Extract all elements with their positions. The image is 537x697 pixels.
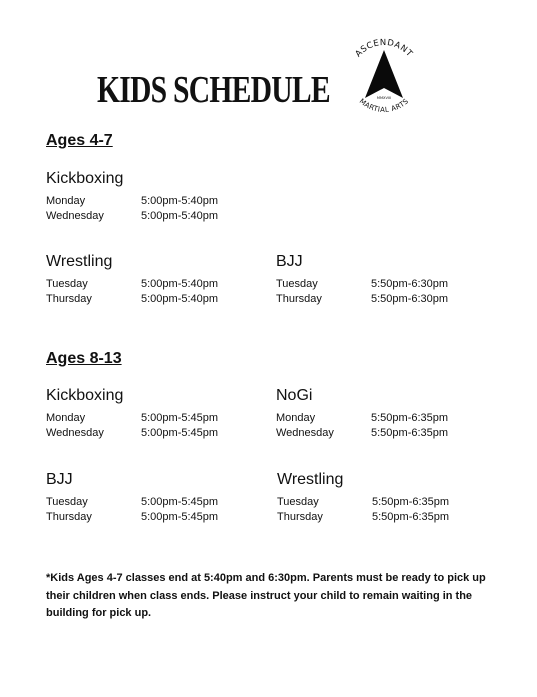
class-name: BJJ [46, 471, 73, 488]
day-label: Monday [276, 412, 316, 424]
day-label: Thursday [277, 511, 323, 523]
time-label: 5:00pm-5:45pm [141, 511, 219, 523]
schedule-row [46, 510, 276, 525]
time-label: 5:00pm-5:40pm [141, 210, 219, 222]
class-block-wrestling-8-13 [277, 470, 507, 525]
time-label: 5:50pm-6:35pm [371, 412, 449, 424]
day-label: Tuesday [46, 496, 88, 508]
schedule-row [46, 426, 276, 441]
class-name: Wrestling [46, 253, 113, 270]
class-name: BJJ [276, 253, 303, 270]
logo-est: EST. [380, 91, 388, 96]
time-label: 5:00pm-5:40pm [141, 195, 219, 207]
logo-year: MMXVIII [376, 96, 392, 100]
time-label: 5:00pm-5:45pm [141, 412, 219, 424]
class-block-wrestling-4-7 [46, 252, 276, 307]
day-label: Tuesday [46, 278, 88, 290]
section-heading-ages-8-13: Ages 8-13 [46, 350, 122, 367]
page-title: KIDS SCHEDULE [97, 69, 330, 111]
schedule-row [276, 277, 506, 292]
time-label: 5:00pm-5:40pm [141, 293, 219, 305]
day-label: Tuesday [277, 496, 319, 508]
logo-top-text: ASCENDANT [353, 37, 415, 60]
class-block-nogi-8-13 [276, 386, 506, 441]
day-label: Tuesday [276, 278, 318, 290]
schedule-row [46, 495, 276, 510]
day-label: Thursday [276, 293, 322, 305]
day-label: Monday [46, 195, 86, 207]
class-block-bjj-4-7 [276, 252, 506, 307]
time-label: 5:50pm-6:35pm [371, 427, 449, 439]
schedule-row [46, 209, 276, 224]
schedule-row [276, 426, 506, 441]
pickup-note: *Kids Ages 4-7 classes end at 5:40pm and 6:30pm. Parents must be ready to pick up their children when class ends. Please instruct your child to remain waiting in the building for pick up. [46, 572, 486, 619]
day-label: Wednesday [46, 210, 104, 222]
time-label: 5:50pm-6:30pm [371, 278, 449, 290]
day-label: Thursday [46, 293, 92, 305]
section-heading-ages-4-7: Ages 4-7 [46, 132, 113, 149]
logo-graphic [343, 36, 425, 118]
time-label: 5:00pm-5:40pm [141, 278, 219, 290]
schedule-row [276, 411, 506, 426]
schedule-row [46, 194, 276, 209]
class-block-kickboxing-8-13 [46, 386, 276, 441]
logo-bottom-text: MARTIAL ARTS [357, 97, 411, 115]
ascendant-logo [343, 36, 425, 118]
day-label: Thursday [46, 511, 92, 523]
time-label: 5:50pm-6:30pm [371, 293, 449, 305]
day-label: Wednesday [276, 427, 334, 439]
class-block-bjj-8-13 [46, 470, 276, 525]
class-name: Kickboxing [46, 387, 124, 404]
schedule-row [277, 510, 507, 525]
time-label: 5:00pm-5:45pm [141, 496, 219, 508]
schedule-row [46, 411, 276, 426]
time-label: 5:50pm-6:35pm [372, 511, 450, 523]
class-name: Wrestling [277, 471, 344, 488]
schedule-row [277, 495, 507, 510]
day-label: Wednesday [46, 427, 104, 439]
schedule-row [276, 292, 506, 307]
schedule-row [46, 292, 276, 307]
time-label: 5:00pm-5:45pm [141, 427, 219, 439]
class-name: NoGi [276, 387, 313, 404]
schedule-row [46, 277, 276, 292]
time-label: 5:50pm-6:35pm [372, 496, 450, 508]
class-name: Kickboxing [46, 170, 124, 187]
class-block-kickboxing-4-7 [46, 169, 276, 224]
day-label: Monday [46, 412, 86, 424]
